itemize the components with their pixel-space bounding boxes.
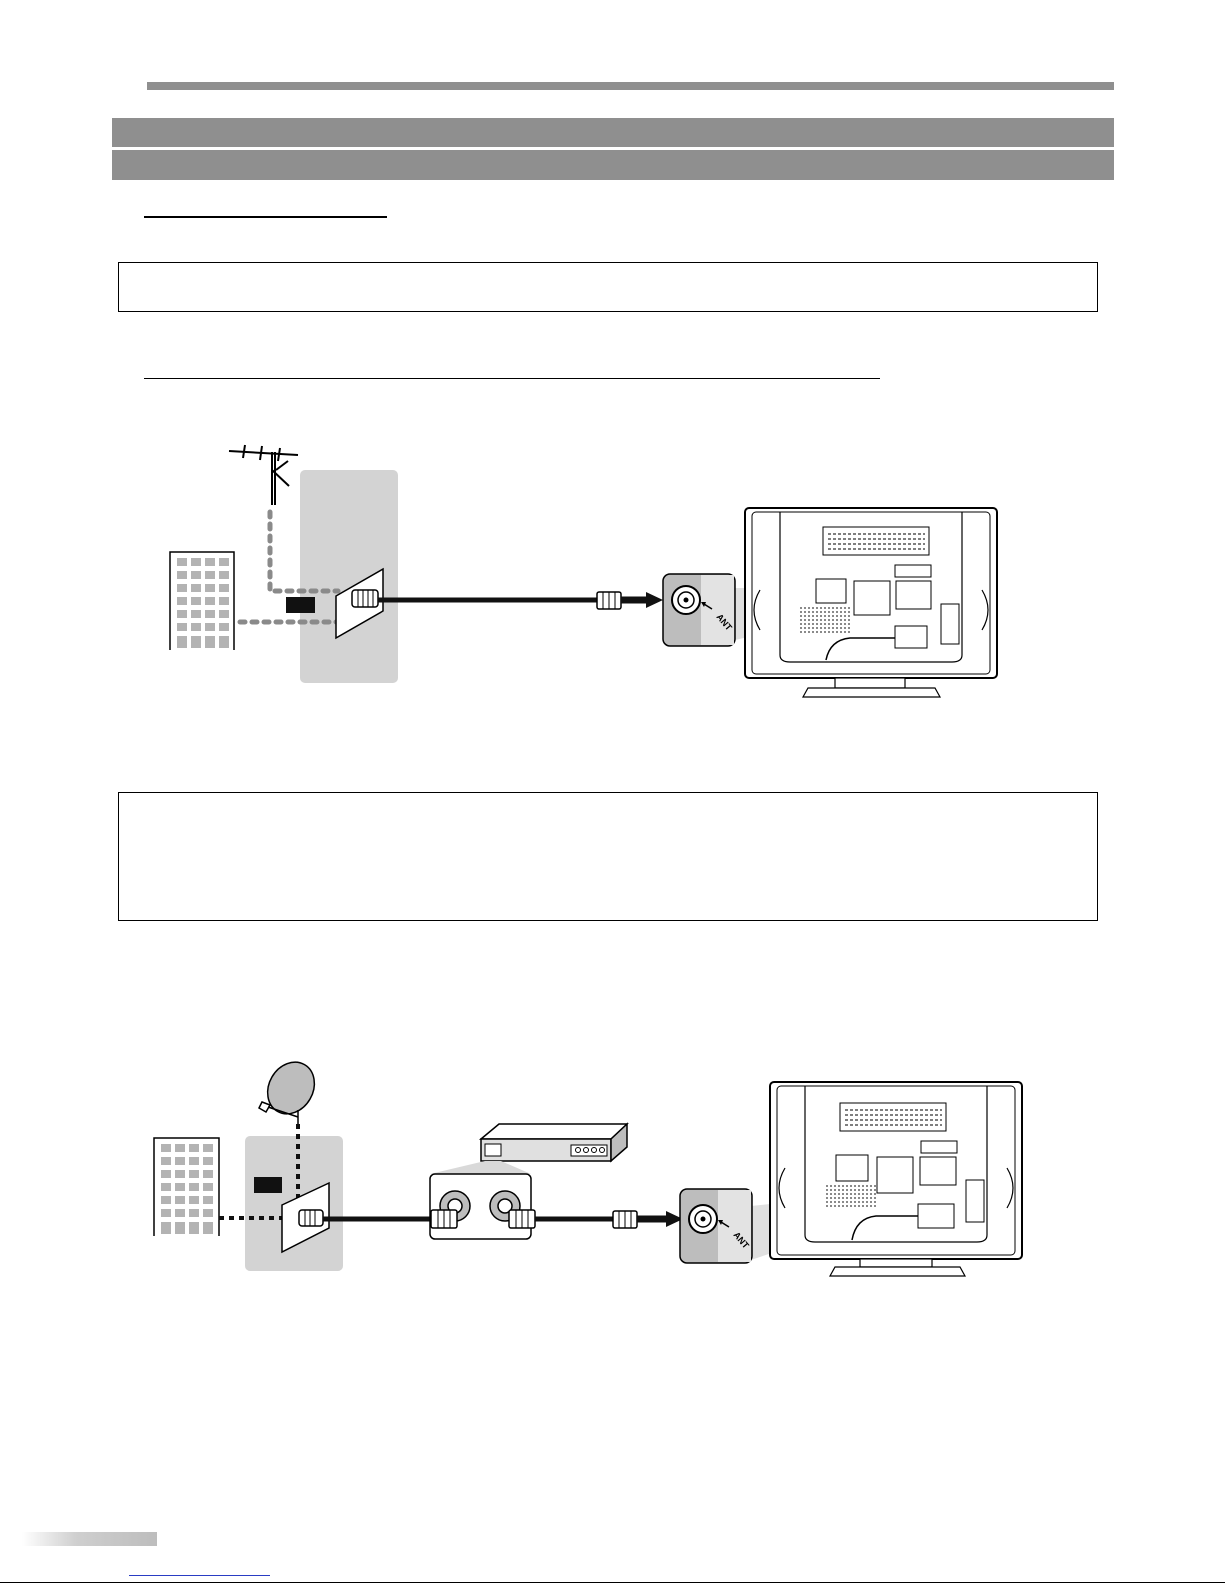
tv-rear-view-2	[770, 1082, 1022, 1276]
set-top-box-icon	[481, 1124, 627, 1161]
cable-plug-icon-box-in	[431, 1210, 457, 1228]
satellite-dish-icon	[258, 1054, 323, 1124]
bottom-rule	[0, 1582, 1225, 1583]
footer-link[interactable]	[129, 1575, 270, 1576]
coaxial-connector-icon-2	[299, 1210, 323, 1226]
tv-ant-port-callout-2	[680, 1189, 752, 1263]
building-icon-2	[154, 1138, 219, 1236]
set-top-box-ports-callout	[430, 1174, 531, 1239]
diagram-2-caption	[118, 1330, 1098, 1350]
ant-port-label: ANT	[714, 611, 735, 633]
cable-plug-icon-tv	[613, 1211, 637, 1228]
label-block-2	[254, 1177, 282, 1193]
page-number-tab	[22, 1532, 157, 1546]
zoom-beam-box	[430, 1161, 531, 1174]
ant-port-label-2: ANT	[731, 1229, 752, 1251]
cable-plug-icon-box-out	[509, 1210, 535, 1228]
